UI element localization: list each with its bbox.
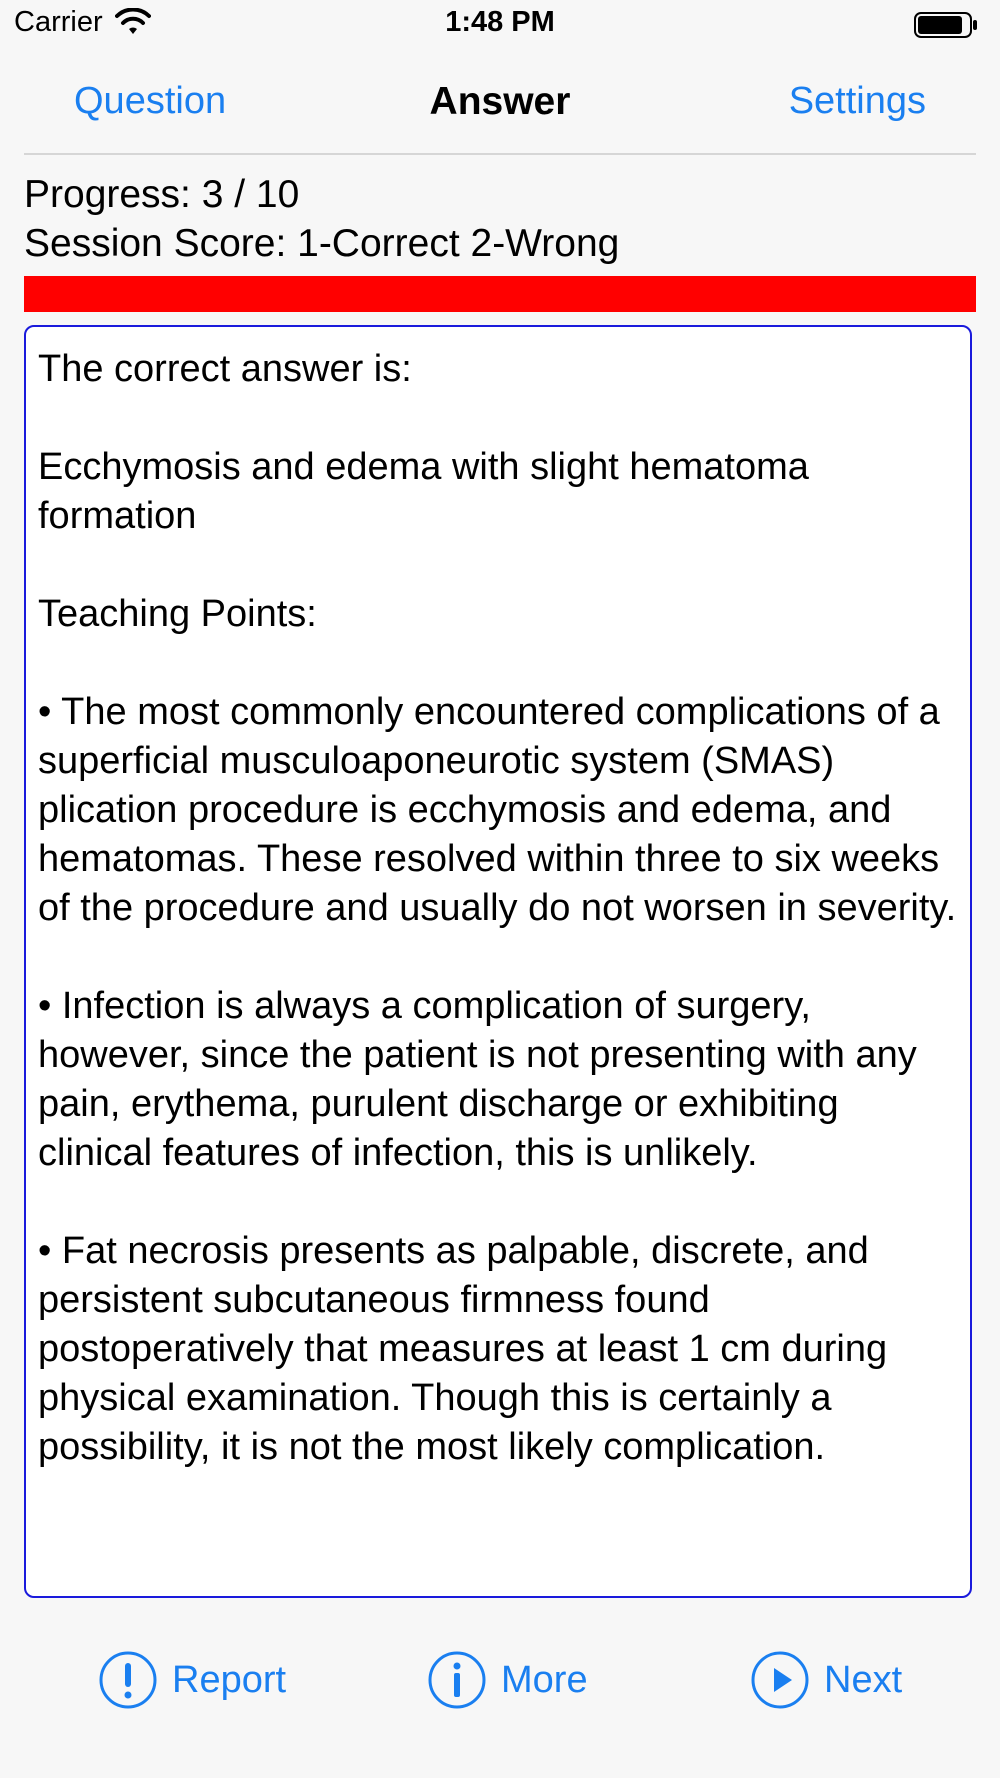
carrier-label: Carrier — [14, 6, 103, 38]
next-label: Next — [824, 1658, 903, 1701]
page-title: Answer — [429, 80, 571, 123]
status-time: 1:48 PM — [445, 6, 555, 38]
answer-text: The correct answer is: Ecchymosis and edema with slight hematoma formation Teaching Points: • The most commonly encountered complications of a superficial musculoaponeurotic system (SMAS) plication procedure is ecchymosis and edema, and hematomas. These resolved within three to six weeks of the procedure and usually do not worsen in severity. • Infection is always a complication of surgery, however, since the patient is not presenting with any pain, erythema, purulent discharge or exhibiting clinical features of infection, this is unlikely. • Fat necrosis presents as palpable, discrete, and persistent subcutaneous firmness found postoperatively that measures at least 1 cm during physical examination. Though this is certainly a possibility, it is not the most likely complication. — [38, 348, 957, 1468]
status-bar — [0, 0, 1000, 50]
next-button[interactable] — [750, 1650, 902, 1710]
info-circle-icon — [427, 1650, 487, 1710]
progress-label: Progress: 3 / 10 — [24, 173, 300, 216]
progress-bar-fill — [24, 276, 976, 312]
progress-bar — [24, 276, 976, 312]
battery-icon — [914, 12, 978, 38]
more-button[interactable] — [427, 1650, 588, 1710]
nav-bar — [0, 60, 1000, 140]
answer-text-view[interactable] — [24, 325, 972, 1598]
play-circle-icon — [750, 1650, 810, 1710]
settings-nav-button[interactable]: Settings — [788, 80, 926, 122]
question-nav-button[interactable]: Question — [74, 80, 227, 122]
report-label: Report — [172, 1658, 287, 1701]
bottom-toolbar — [0, 1650, 1000, 1740]
session-score-label: Session Score: 1-Correct 2-Wrong — [24, 222, 620, 265]
nav-divider — [24, 153, 976, 155]
more-label: More — [501, 1658, 588, 1701]
report-button[interactable] — [98, 1650, 286, 1710]
progress-info — [24, 170, 619, 268]
exclamation-circle-icon — [98, 1650, 158, 1710]
